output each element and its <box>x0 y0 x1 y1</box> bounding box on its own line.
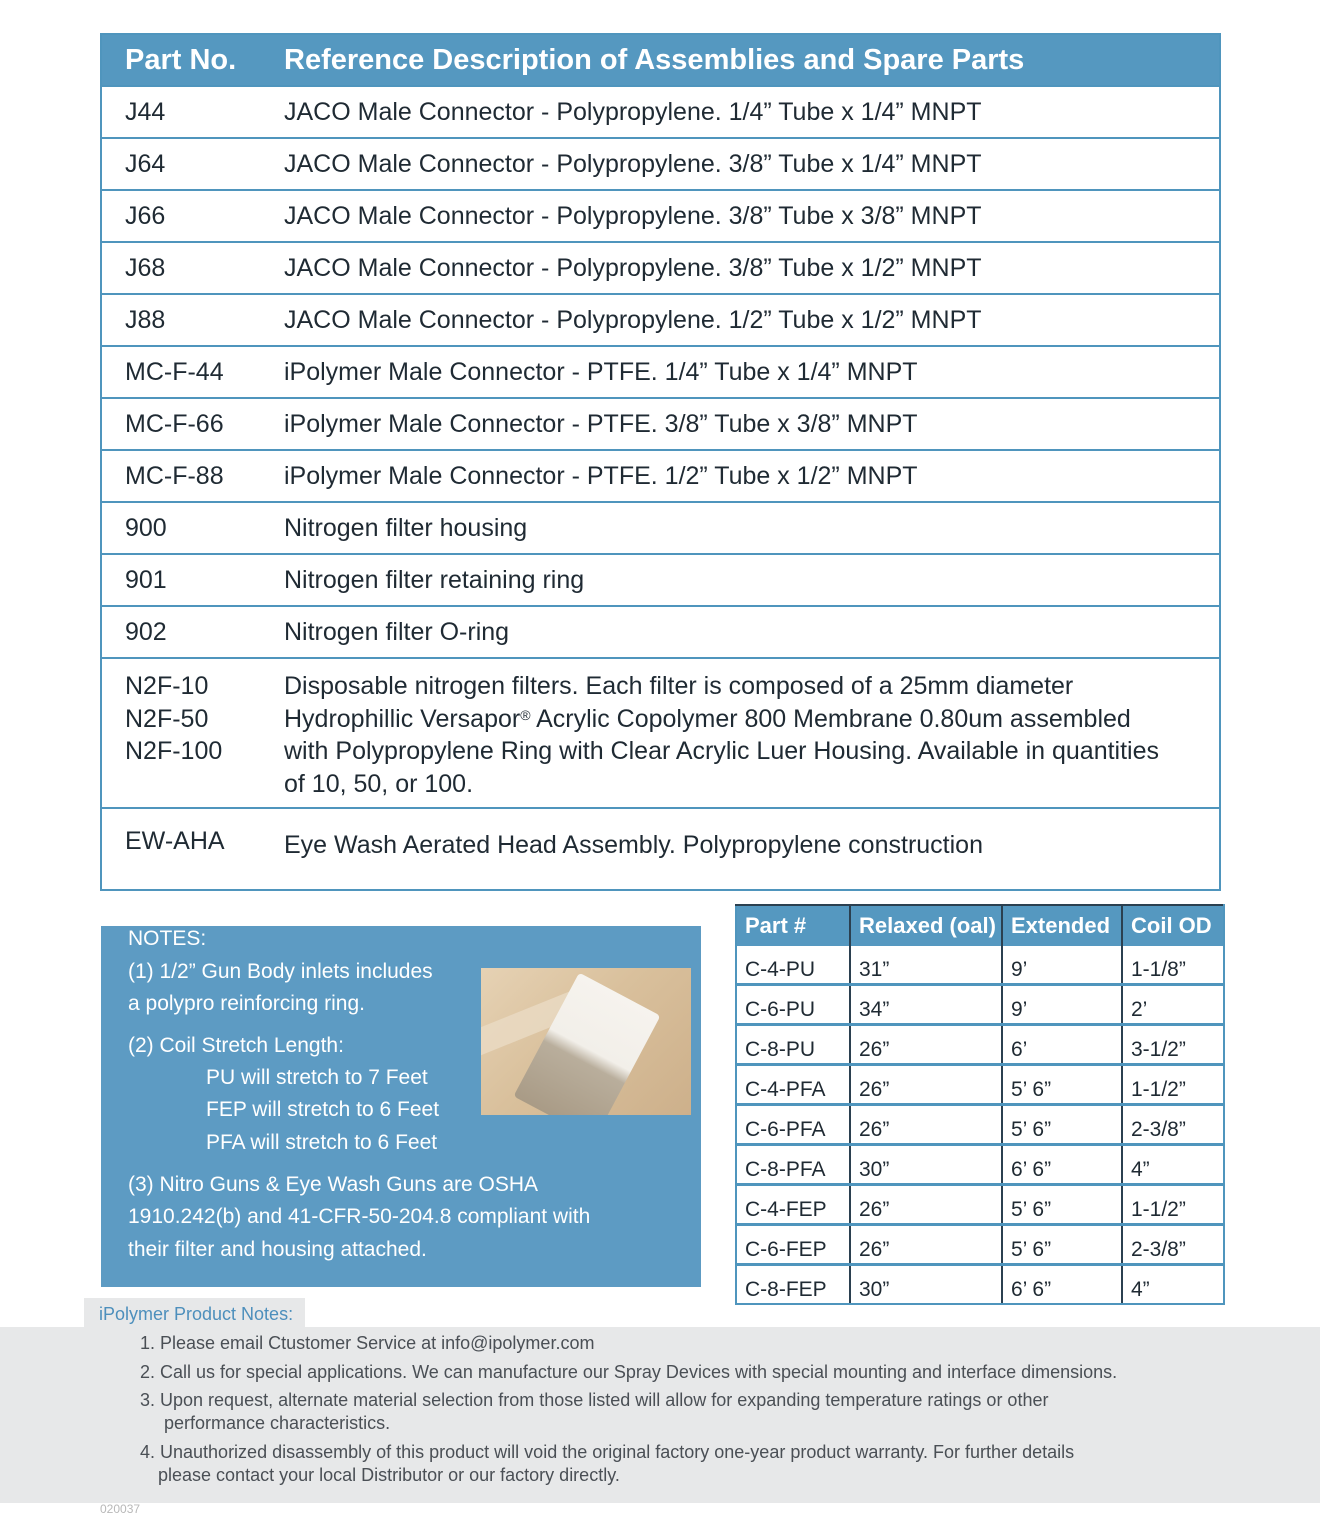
coil-header-coil-od: Coil OD <box>1122 905 1224 946</box>
coil-header-relaxed: Relaxed (oal) <box>850 905 1002 946</box>
coil-row <box>736 1025 1224 1065</box>
description-line: with Polypropylene Ring with Clear Acrylic Luer Housing. Available in quantities <box>284 737 1159 765</box>
product-notes-title: iPolymer Product Notes: <box>84 1298 305 1328</box>
table-row <box>102 85 1219 137</box>
coil-od-cell: 4” <box>1122 1265 1224 1305</box>
part-description: Nitrogen filter O-ring <box>284 617 510 646</box>
table-row <box>102 449 1219 501</box>
part-no: N2F-50 <box>125 704 209 733</box>
coil-od-cell: 1-1/2” <box>1122 1065 1224 1105</box>
table-row-eyewash <box>102 807 1219 889</box>
photo-tube <box>514 973 661 1115</box>
coil-row <box>736 1185 1224 1225</box>
registered-mark: ® <box>520 706 531 723</box>
product-note-3: 3. Upon request, alternate material selection from those listed will allow for expanding temperature ratings or other <box>140 1390 1049 1410</box>
filter-description <box>284 670 1219 800</box>
coil-relaxed-cell: 30” <box>850 1265 1002 1305</box>
coil-extended-cell: 5’ 6” <box>1002 1225 1122 1265</box>
note-1-line: (1) 1/2” Gun Body inlets includes <box>128 960 433 983</box>
coil-od-cell: 2’ <box>1122 985 1224 1025</box>
part-no: EW-AHA <box>125 827 225 855</box>
coil-od-cell: 4” <box>1122 1145 1224 1185</box>
coil-header-extended: Extended <box>1002 905 1122 946</box>
coil-od-cell: 1-1/2” <box>1122 1185 1224 1225</box>
coil-extended-cell: 5’ 6” <box>1002 1185 1122 1225</box>
coil-relaxed-cell: 26” <box>850 1225 1002 1265</box>
part-description: Nitrogen filter retaining ring <box>284 565 585 594</box>
part-no: 902 <box>125 617 167 646</box>
coil-header-part: Part # <box>736 905 850 946</box>
description-fragment: Hydrophillic Versapor <box>284 704 521 733</box>
part-description: iPolymer Male Connector - PTFE. 1/2” Tube x 1/2” MNPT <box>284 461 918 490</box>
coil-part-cell: C-8-PFA <box>736 1145 850 1185</box>
coil-table <box>735 904 1225 1305</box>
table-row <box>102 553 1219 605</box>
note-1-line: a polypro reinforcing ring. <box>128 992 365 1015</box>
coil-extended-cell: 5’ 6” <box>1002 1065 1122 1105</box>
coil-relaxed-cell: 26” <box>850 1025 1002 1065</box>
note-2-pfa: PFA will stretch to 6 Feet <box>206 1131 438 1154</box>
part-description: JACO Male Connector - Polypropylene. 1/2” Tube x 1/2” MNPT <box>284 305 982 334</box>
coil-extended-cell: 6’ 6” <box>1002 1265 1122 1305</box>
notes-panel <box>101 926 701 1287</box>
header-part-no: Part No. <box>125 43 237 76</box>
coil-extended-cell: 6’ <box>1002 1025 1122 1065</box>
table-row-filters <box>102 657 1219 807</box>
part-description: Eye Wash Aerated Head Assembly. Polypropylene construction <box>284 831 983 859</box>
tube-photo <box>481 968 691 1115</box>
product-note-1: 1. Please email Ctustomer Service at info@ipolymer.com <box>140 1333 595 1353</box>
part-no: J88 <box>125 305 166 334</box>
part-no: MC-F-44 <box>125 357 224 386</box>
description-line <box>284 703 1199 736</box>
coil-extended-cell: 6’ 6” <box>1002 1145 1122 1185</box>
part-description: iPolymer Male Connector - PTFE. 3/8” Tube x 3/8” MNPT <box>284 409 918 438</box>
part-no: N2F-10 <box>125 672 209 700</box>
header-description: Reference Description of Assemblies and Spare Parts <box>284 43 1025 76</box>
part-no: 901 <box>125 565 167 594</box>
coil-relaxed-cell: 34” <box>850 985 1002 1025</box>
coil-row <box>736 1225 1224 1265</box>
table-row <box>102 397 1219 449</box>
description-line: of 10, 50, or 100. <box>284 769 474 798</box>
product-note-4-cont: please contact your local Distributor or our factory directly. <box>158 1465 620 1485</box>
part-description: Nitrogen filter housing <box>284 513 528 542</box>
part-description: JACO Male Connector - Polypropylene. 3/8” Tube x 1/4” MNPT <box>284 149 982 178</box>
part-no: J64 <box>125 149 166 178</box>
coil-part-cell: C-6-PFA <box>736 1105 850 1145</box>
coil-extended-cell: 9’ <box>1002 985 1122 1025</box>
coil-relaxed-cell: 26” <box>850 1065 1002 1105</box>
table-row <box>102 189 1219 241</box>
footer-code: 020037 <box>100 1502 141 1516</box>
coil-row <box>736 1145 1224 1185</box>
coil-row <box>736 1105 1224 1145</box>
note-3-line: 1910.242(b) and 41-CFR-50-204.8 compliant with <box>128 1205 591 1228</box>
part-no: 900 <box>125 513 167 542</box>
part-no: MC-F-88 <box>125 461 224 490</box>
part-description: iPolymer Male Connector - PTFE. 1/4” Tube x 1/4” MNPT <box>284 357 918 386</box>
coil-od-cell: 2-3/8” <box>1122 1225 1224 1265</box>
coil-row <box>736 985 1224 1025</box>
table-row <box>102 241 1219 293</box>
coil-od-cell: 1-1/8” <box>1122 946 1224 985</box>
part-no: J68 <box>125 253 166 282</box>
table-row <box>102 501 1219 553</box>
part-no: MC-F-66 <box>125 409 224 438</box>
coil-part-cell: C-6-FEP <box>736 1225 850 1265</box>
product-note-4: 4. Unauthorized disassembly of this product will void the original factory one-year product warranty. For further details <box>140 1442 1075 1462</box>
table-row <box>102 345 1219 397</box>
part-description: JACO Male Connector - Polypropylene. 3/8” Tube x 1/2” MNPT <box>284 253 982 282</box>
part-no: J66 <box>125 201 166 230</box>
coil-relaxed-cell: 30” <box>850 1145 1002 1185</box>
coil-relaxed-cell: 26” <box>850 1185 1002 1225</box>
coil-part-cell: C-4-PFA <box>736 1065 850 1105</box>
coil-part-cell: C-6-PU <box>736 985 850 1025</box>
filter-part-numbers <box>102 670 284 768</box>
coil-part-cell: C-4-FEP <box>736 1185 850 1225</box>
coil-od-cell: 2-3/8” <box>1122 1105 1224 1145</box>
note-3-line: (3) Nitro Guns & Eye Wash Guns are OSHA <box>128 1173 539 1196</box>
description-fragment: Acrylic Copolymer 800 Membrane 0.80um assembled <box>530 704 1131 733</box>
coil-extended-cell: 9’ <box>1002 946 1122 985</box>
product-note-3-cont: performance characteristics. <box>164 1413 391 1433</box>
note-2-pu: PU will stretch to 7 Feet <box>206 1066 428 1089</box>
coil-row <box>736 1265 1224 1305</box>
table-row <box>102 293 1219 345</box>
notes-title: NOTES: <box>128 927 207 950</box>
note-3-line: their filter and housing attached. <box>128 1238 427 1261</box>
note-2-fep: FEP will stretch to 6 Feet <box>206 1098 440 1121</box>
part-no: J44 <box>125 97 166 126</box>
coil-part-cell: C-8-FEP <box>736 1265 850 1305</box>
part-no: N2F-100 <box>125 737 223 765</box>
product-note-2: 2. Call us for special applications. We can manufacture our Spray Devices with special mounting and interface dimensions. <box>140 1362 1118 1382</box>
parts-table <box>100 33 1221 891</box>
coil-row <box>736 1065 1224 1105</box>
coil-row <box>736 946 1224 985</box>
coil-relaxed-cell: 26” <box>850 1105 1002 1145</box>
coil-od-cell: 3-1/2” <box>1122 1025 1224 1065</box>
part-description: JACO Male Connector - Polypropylene. 1/4” Tube x 1/4” MNPT <box>284 97 982 126</box>
coil-part-cell: C-8-PU <box>736 1025 850 1065</box>
parts-table-header <box>102 35 1219 85</box>
coil-table-header <box>736 905 1224 946</box>
note-2-title: (2) Coil Stretch Length: <box>128 1034 344 1057</box>
table-row <box>102 137 1219 189</box>
coil-extended-cell: 5’ 6” <box>1002 1105 1122 1145</box>
coil-relaxed-cell: 31” <box>850 946 1002 985</box>
coil-part-cell: C-4-PU <box>736 946 850 985</box>
description-line: Disposable nitrogen filters. Each filter is composed of a 25mm diameter <box>284 672 1074 700</box>
part-description: JACO Male Connector - Polypropylene. 3/8” Tube x 3/8” MNPT <box>284 201 982 230</box>
table-row <box>102 605 1219 657</box>
